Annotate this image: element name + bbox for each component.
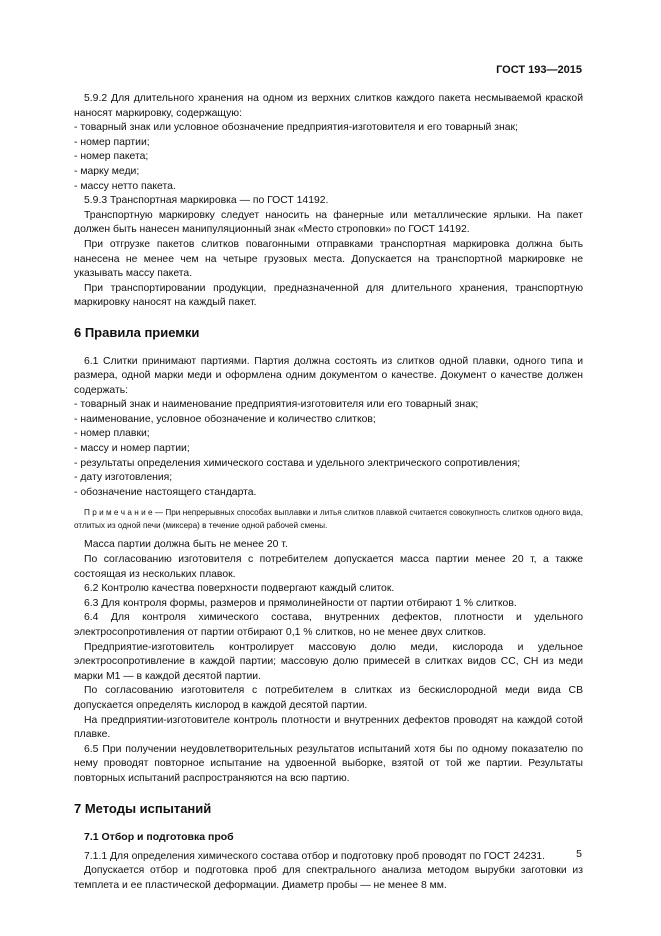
- paragraph: При отгрузке пакетов слитков повагонными отправками транспортная маркировка должна быть нанесена не менее чем на четыре грузовых места. Допускается на транспортной маркировке не указывать массу пакета.: [74, 238, 583, 280]
- paragraph: Предприятие-изготовитель контролирует массовую долю меди, кислорода и удельное электросопротивление в каждой партии; массовую долю примесей в слитках видов СС, СН из меди марки М1 — в каждой десятой партии.: [74, 641, 583, 682]
- list-item: - номер плавки;: [74, 428, 150, 440]
- list-item: - номер партии;: [74, 136, 150, 148]
- paragraph-6-4: 6.4 Для контроля химического состава, внутренних дефектов, плотности и удельного электросопротивления от партии отбирают 0,1 % слитков, но не менее двух слитков.: [74, 612, 583, 638]
- document-id: ГОСТ 193—2015: [496, 64, 582, 76]
- list-item: - обозначение настоящего стандарта.: [74, 486, 257, 498]
- list-item: - товарный знак и наименование предприятия-изготовителя или его товарный знак;: [74, 399, 479, 411]
- section-heading-6: 6 Правила приемки: [74, 324, 200, 340]
- list-item: - марку меди;: [74, 165, 140, 177]
- paragraph-7-1-1: 7.1.1 Для определения химического состава отбор и подготовку проб проводят по ГОСТ 24231.: [84, 850, 546, 862]
- list-item: - наименование, условное обозначение и количество слитков;: [74, 413, 376, 425]
- list-item: - массу нетто пакета.: [74, 180, 176, 192]
- list-item: - номер пакета;: [74, 151, 149, 163]
- paragraph: Транспортную маркировку следует наносить на фанерные или металлические ярлыки. На пакет должен быть нанесен манипуляционный знак «Место строповки» по ГОСТ 14192.: [74, 209, 583, 236]
- list-item: - результаты определения химического состава и удельного электрического сопротивления;: [74, 457, 521, 469]
- paragraph: На предприятии-изготовителе контроль плотности и внутренних дефектов проводят на каждой сотой плавке.: [74, 714, 583, 741]
- page-body: [74, 92, 583, 894]
- list-item: - массу и номер партии;: [74, 443, 190, 455]
- paragraph-6-1: 6.1 Слитки принимают партиями. Партия должна состоять из слитков одной плавки, одного типа и размера, одной марки меди и оформлена одним документом о качестве. Документ о качестве должен содержать:: [74, 355, 583, 396]
- paragraph: По согласованию изготовителя с потребителем допускается масса партии менее 20 т, а также состоящая из нескольких плавок.: [74, 554, 583, 580]
- paragraph-6-5: 6.5 При получении неудовлетворительных результатов испытаний хотя бы по одному показателю по нему проводят повторное испытание на удвоенной выборке, взятой от той же партии. Результаты повторных испытаний распространяются на всю партию.: [74, 743, 583, 784]
- list-item: - товарный знак или условное обозначение предприятия-изготовителя и его товарный знак;: [74, 122, 518, 134]
- paragraph-6-3: 6.3 Для контроля формы, размеров и прямолинейности от партии отбирают 1 % слитков.: [84, 597, 517, 609]
- list-item: - дату изготовления;: [74, 472, 173, 484]
- page-number: 5: [576, 848, 582, 860]
- paragraph: При транспортировании продукции, предназначенной для длительного хранения, транспортную маркировку наносят на каждый пакет.: [74, 282, 583, 309]
- section-heading-7: 7 Методы испытаний: [74, 800, 212, 816]
- paragraph: По согласованию изготовителя с потребителем в слитках из бескислородной меди вида СВ допускается определять кислород в каждой десятой партии.: [74, 685, 583, 711]
- subsection-heading-7-1: 7.1 Отбор и подготовка проб: [84, 831, 234, 844]
- paragraph: Масса партии должна быть не менее 20 т.: [84, 539, 288, 551]
- note: П р и м е ч а н и е — При непрерывных способах выплавки и литья слитков плавкой считается совокупность слитков одного вида, отлитых из одной печи (миксера) в течение одной рабочей смены.: [74, 508, 583, 531]
- paragraph: Допускается отбор и подготовка проб для спектрального анализа методом вырубки заготовки из темплета и ее пластической деформации. Диаметр пробы — не менее 8 мм.: [74, 865, 583, 891]
- paragraph-5-9-3: 5.9.3 Транспортная маркировка — по ГОСТ 14192.: [84, 195, 329, 207]
- paragraph-5-9-2: 5.9.2 Для длительного хранения на одном из верхних слитков каждого пакета несмываемой краской наносят маркировку, содержащую:: [74, 93, 583, 119]
- paragraph-6-2: 6.2 Контролю качества поверхности подвергают каждый слиток.: [84, 583, 395, 595]
